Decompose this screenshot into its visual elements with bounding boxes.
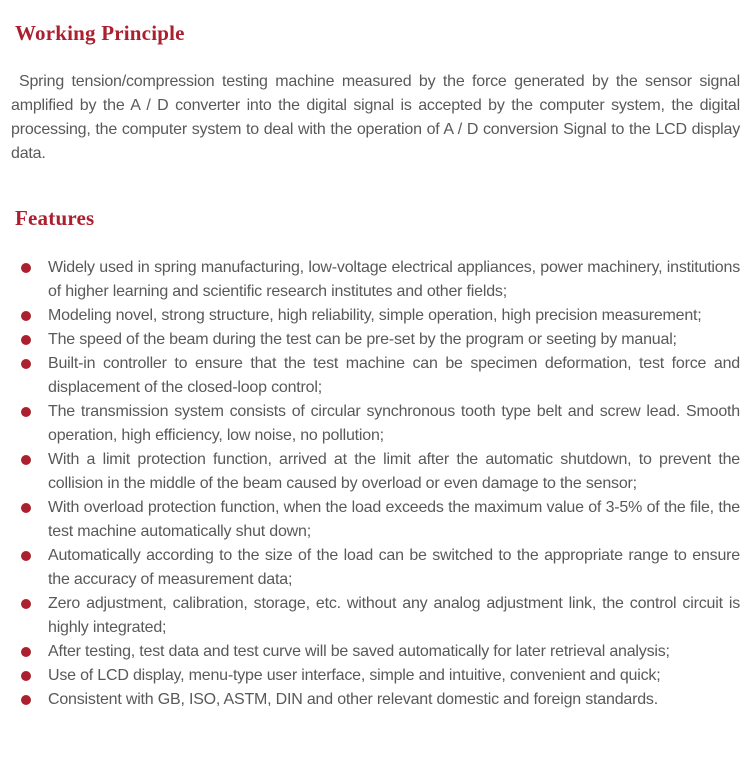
feature-item-text: Consistent with GB, ISO, ASTM, DIN and other relevant domestic and foreign standards. [48, 691, 658, 708]
feature-item-text: Automatically according to the size of the load can be switched to the appropriate range to ensure the accuracy of measurement data; [48, 547, 740, 588]
feature-item [0, 496, 750, 544]
feature-item-text: After testing, test data and test curve will be saved automatically for later retrieval analysis; [48, 643, 670, 660]
bullet-icon [21, 647, 31, 657]
feature-item [0, 688, 750, 712]
feature-item-text: The transmission system consists of circular synchronous tooth type belt and screw lead. Smooth operation, high efficiency, low noise, no pollution; [48, 403, 740, 444]
feature-item-text: Modeling novel, strong structure, high reliability, simple operation, high precision measurement; [48, 307, 702, 324]
bullet-icon [21, 311, 31, 321]
feature-item [0, 640, 750, 664]
feature-item [0, 544, 750, 592]
feature-item [0, 448, 750, 496]
bullet-icon [21, 455, 31, 465]
features-heading: Features [15, 206, 95, 230]
working-principle-paragraph: Spring tension/compression testing machine measured by the force generated by the sensor signal amplified by the A / D converter into the digital signal is accepted by the computer system, the digital processing, the computer system to deal with the operation of A / D conversion Signal to the LCD display data. [11, 73, 740, 162]
bullet-icon [21, 671, 31, 681]
feature-item-text: With overload protection function, when the load exceeds the maximum value of 3-5% of the file, the test machine automatically shut down; [48, 499, 740, 540]
feature-item [0, 328, 750, 352]
feature-item [0, 664, 750, 688]
bullet-icon [21, 551, 31, 561]
feature-item [0, 592, 750, 640]
bullet-icon [21, 503, 31, 513]
features-list [0, 256, 750, 712]
feature-item-text: Use of LCD display, menu-type user interface, simple and intuitive, convenient and quick; [48, 667, 661, 684]
feature-item-text: Widely used in spring manufacturing, low-voltage electrical appliances, power machinery, institutions of higher learning and scientific research institutes and other fields; [48, 259, 740, 300]
feature-item [0, 304, 750, 328]
bullet-icon [21, 695, 31, 705]
bullet-icon [21, 407, 31, 417]
feature-item-text: Built-in controller to ensure that the test machine can be specimen deformation, test force and displacement of the closed-loop control; [48, 355, 740, 396]
feature-item [0, 256, 750, 304]
working-principle-heading: Working Principle [15, 21, 185, 45]
feature-item [0, 352, 750, 400]
bullet-icon [21, 263, 31, 273]
feature-item [0, 400, 750, 448]
feature-item-text: With a limit protection function, arrived at the limit after the automatic shutdown, to prevent the collision in the middle of the beam caused by overload or even damage to the sensor; [48, 451, 740, 492]
bullet-icon [21, 599, 31, 609]
feature-item-text: The speed of the beam during the test can be pre-set by the program or seeting by manual; [48, 331, 677, 348]
bullet-icon [21, 359, 31, 369]
bullet-icon [21, 335, 31, 345]
feature-item-text: Zero adjustment, calibration, storage, etc. without any analog adjustment link, the control circuit is highly integrated; [48, 595, 740, 636]
